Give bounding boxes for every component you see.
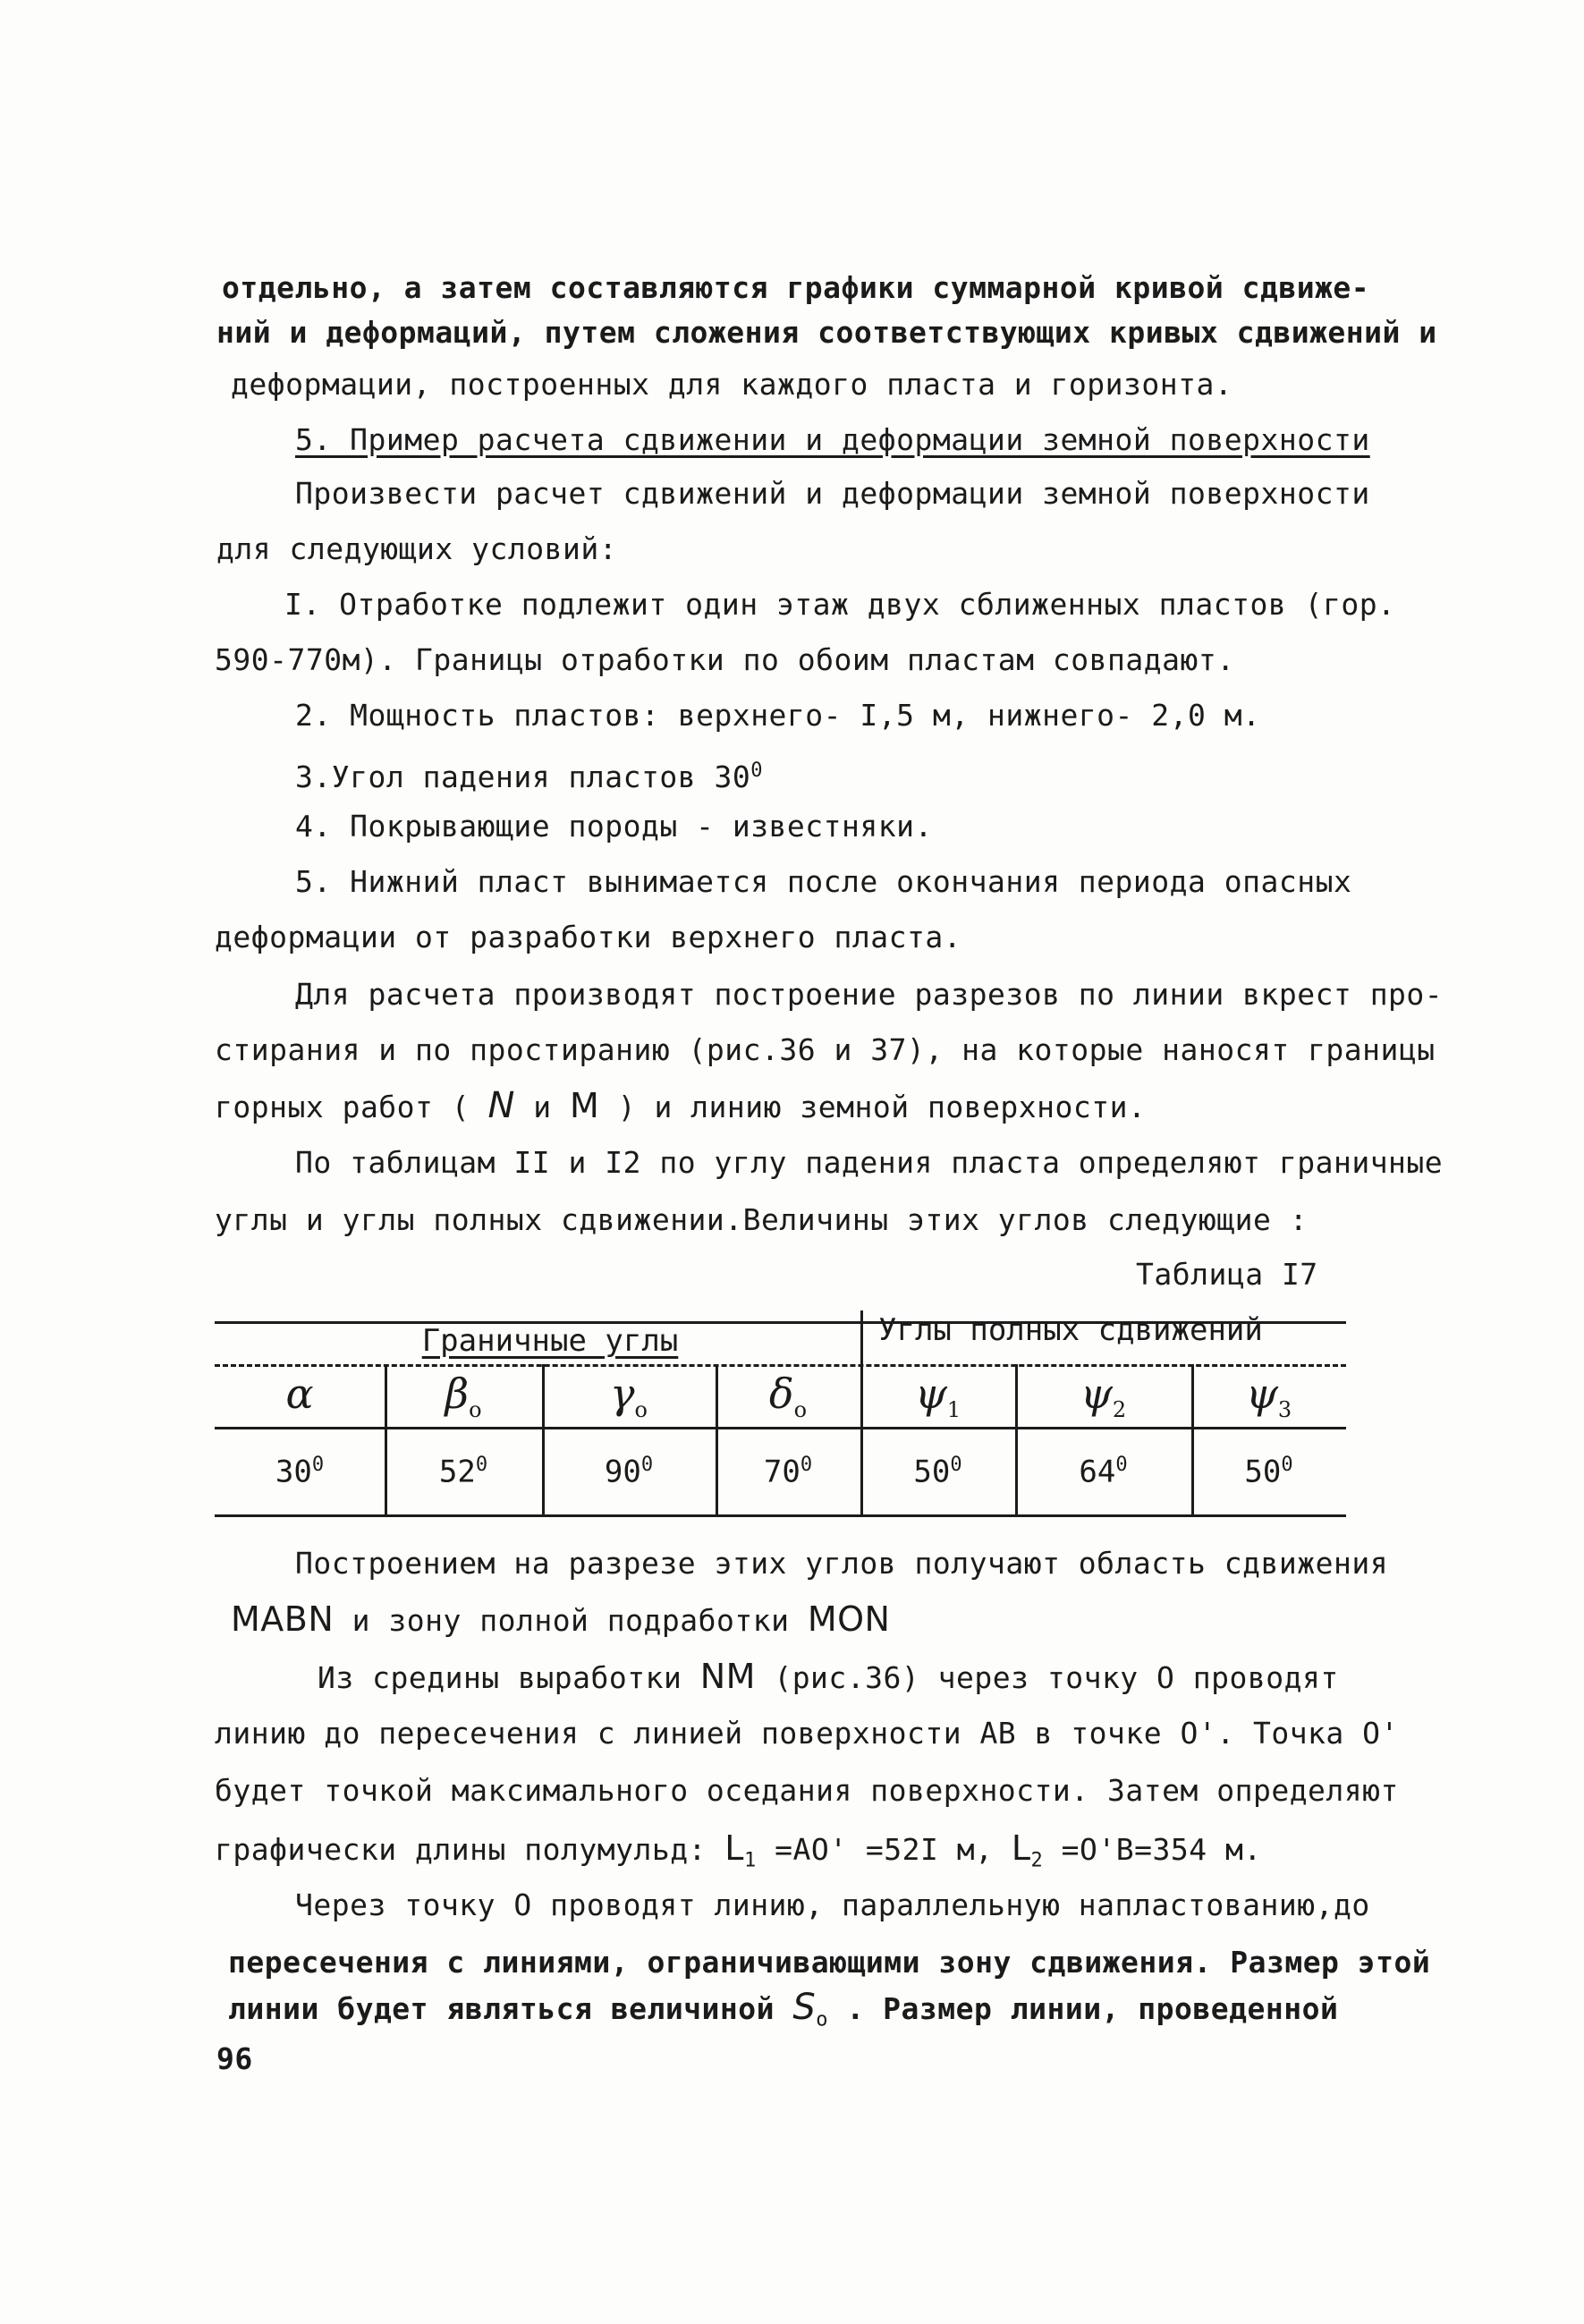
text-run: и xyxy=(514,1090,571,1124)
degree-sign: 0 xyxy=(1115,1454,1128,1476)
symbol-nm: NM xyxy=(699,1657,756,1696)
text-line: Произвести расчет сдвижений и деформации земной поверхности xyxy=(295,476,1370,511)
header-symbol: ψ xyxy=(1245,1370,1278,1418)
cell-value: 90 xyxy=(604,1454,641,1490)
header-delta xyxy=(716,1370,860,1422)
header-alpha xyxy=(215,1370,385,1418)
degree-sign: 0 xyxy=(1281,1454,1293,1476)
text-line: будет точкой максимального оседания поверхности. Затем определяют xyxy=(215,1773,1399,1808)
group-header-full: Углы полных сдвижений xyxy=(878,1312,1263,1348)
header-symbol: γ xyxy=(610,1370,635,1418)
angles-table xyxy=(215,1310,1346,1525)
text-run: ) и линию земной поверхности. xyxy=(599,1090,1147,1124)
text-line: стирания и по простиранию (рис.36 и 37), на которые наносят границы xyxy=(215,1032,1436,1067)
symbol-l: L xyxy=(1011,1828,1031,1868)
header-subscript: o xyxy=(634,1397,648,1423)
value-psi1 xyxy=(860,1454,1015,1489)
subscript: o xyxy=(816,2008,829,2031)
header-subscript: o xyxy=(469,1397,482,1423)
degree-sign: 0 xyxy=(950,1454,962,1476)
header-psi2 xyxy=(1015,1370,1191,1422)
text-line: Построением на разрезе этих углов получают область сдвижения xyxy=(295,1546,1389,1581)
value-beta xyxy=(385,1454,542,1489)
page-number: 96 xyxy=(216,2041,253,2076)
text-line xyxy=(215,1086,1146,1127)
text-run: Из средины выработки xyxy=(318,1660,700,1695)
header-psi1 xyxy=(860,1370,1015,1422)
text-run: =АО' =52I м, xyxy=(756,1832,1012,1867)
text-line xyxy=(228,1988,1338,2040)
text-run: и зону полной подработки xyxy=(334,1603,808,1638)
header-subscript: 1 xyxy=(946,1397,961,1423)
section-heading: 5. Пример расчета сдвижении и деформации земной поверхности xyxy=(295,422,1370,457)
text-line: деформации от разработки верхнего пласта. xyxy=(215,920,962,954)
text-line: I. Отработке подлежит один этаж двух сближенных пластов (гор. xyxy=(284,587,1396,622)
header-symbol: β xyxy=(445,1370,470,1418)
symbol-l: L xyxy=(724,1828,744,1868)
header-symbol: ψ xyxy=(914,1370,947,1418)
text-line: Для расчета производят построение разрезов по линии вкрест про- xyxy=(295,977,1444,1012)
text-run: =О'В=354 м. xyxy=(1043,1832,1262,1867)
text-run: графически длины полумульд: xyxy=(215,1832,725,1867)
table-caption: Таблица I7 xyxy=(1136,1257,1318,1292)
header-psi3 xyxy=(1191,1370,1346,1422)
text-line: отдельно, а затем составляются графики суммарной кривой сдвиже- xyxy=(222,270,1370,305)
header-symbol: δ xyxy=(768,1370,794,1418)
cell-value: 50 xyxy=(1244,1454,1282,1490)
table-rule xyxy=(215,1514,1346,1517)
text-line xyxy=(216,313,1437,352)
header-symbol: α xyxy=(285,1370,314,1418)
text-line xyxy=(318,1657,1339,1698)
cell-value: 64 xyxy=(1079,1454,1116,1490)
text-run: линии будет являться величиной xyxy=(228,1991,793,2026)
header-subscript: 2 xyxy=(1112,1397,1127,1423)
value-gamma xyxy=(542,1454,716,1489)
text-line xyxy=(231,1599,890,1641)
text-line: деформации, построенных для каждого пласта и горизонта. xyxy=(231,367,1233,402)
text-line: Через точку О проводят линию, параллельную напластованию,до xyxy=(295,1887,1370,1922)
degree-sign: 0 xyxy=(800,1454,813,1476)
text-line: 590-770м). Границы отработки по обоим пластам совпадают. xyxy=(215,642,1235,677)
symbol-mabn: MABN xyxy=(231,1599,335,1639)
value-alpha xyxy=(215,1454,385,1489)
subscript: 1 xyxy=(743,1849,757,1872)
value-delta xyxy=(716,1454,860,1489)
text-line: линию до пересечения с линией поверхности АВ в точке О'. Точка О' xyxy=(215,1716,1399,1751)
header-symbol: ψ xyxy=(1080,1370,1113,1418)
text-run: 3.Угол падения пластов 30 xyxy=(295,759,751,794)
text-line: 4. Покрывающие породы - известняки. xyxy=(295,809,933,844)
text-run: ний и деформаций, путем сложения соответствующих кривых сдвижений и xyxy=(216,315,1437,350)
header-beta xyxy=(385,1370,542,1422)
symbol-n: N xyxy=(487,1085,515,1126)
degree-sign: 0 xyxy=(475,1454,488,1476)
cell-value: 30 xyxy=(275,1454,312,1490)
text-run: (рис.36) через точку О проводят xyxy=(755,1660,1339,1695)
text-line: 2. Мощность пластов: верхнего- I,5 м, нижнего- 2,0 м. xyxy=(295,698,1261,733)
cell-value: 50 xyxy=(913,1454,951,1490)
text-line: для следующих условий: xyxy=(216,531,618,566)
symbol-m: M xyxy=(570,1086,600,1125)
header-gamma xyxy=(542,1370,716,1422)
group-header-boundary: Граничные углы xyxy=(421,1323,679,1359)
text-run: горных работ ( xyxy=(215,1090,488,1124)
subscript: 2 xyxy=(1030,1849,1044,1872)
value-psi3 xyxy=(1191,1454,1346,1489)
text-line: По таблицам II и I2 по углу падения пласта определяют граничные xyxy=(295,1145,1444,1180)
cell-value: 52 xyxy=(438,1454,476,1490)
symbol-s: S xyxy=(792,1987,817,2028)
text-line xyxy=(215,1828,1262,1881)
text-line: углы и углы полных сдвижении.Величины этих углов следующие : xyxy=(215,1202,1309,1237)
header-subscript: 3 xyxy=(1277,1397,1292,1423)
symbol-mon: MON xyxy=(807,1599,891,1639)
text-line: 5. Нижний пласт вынимается после окончания периода опасных xyxy=(295,864,1352,899)
text-line: пересечения с линиями, ограничивающими зону сдвижения. Размер этой xyxy=(228,1945,1431,1980)
text-run: . Размер линии, проведенной xyxy=(828,1991,1339,2026)
cell-value: 70 xyxy=(763,1454,800,1490)
degree-sign: 0 xyxy=(311,1454,325,1476)
text-line xyxy=(295,751,763,797)
header-subscript: o xyxy=(793,1397,808,1423)
degree-sign: 0 xyxy=(640,1454,654,1476)
value-psi2 xyxy=(1015,1454,1191,1489)
degree-sign: 0 xyxy=(750,759,763,782)
